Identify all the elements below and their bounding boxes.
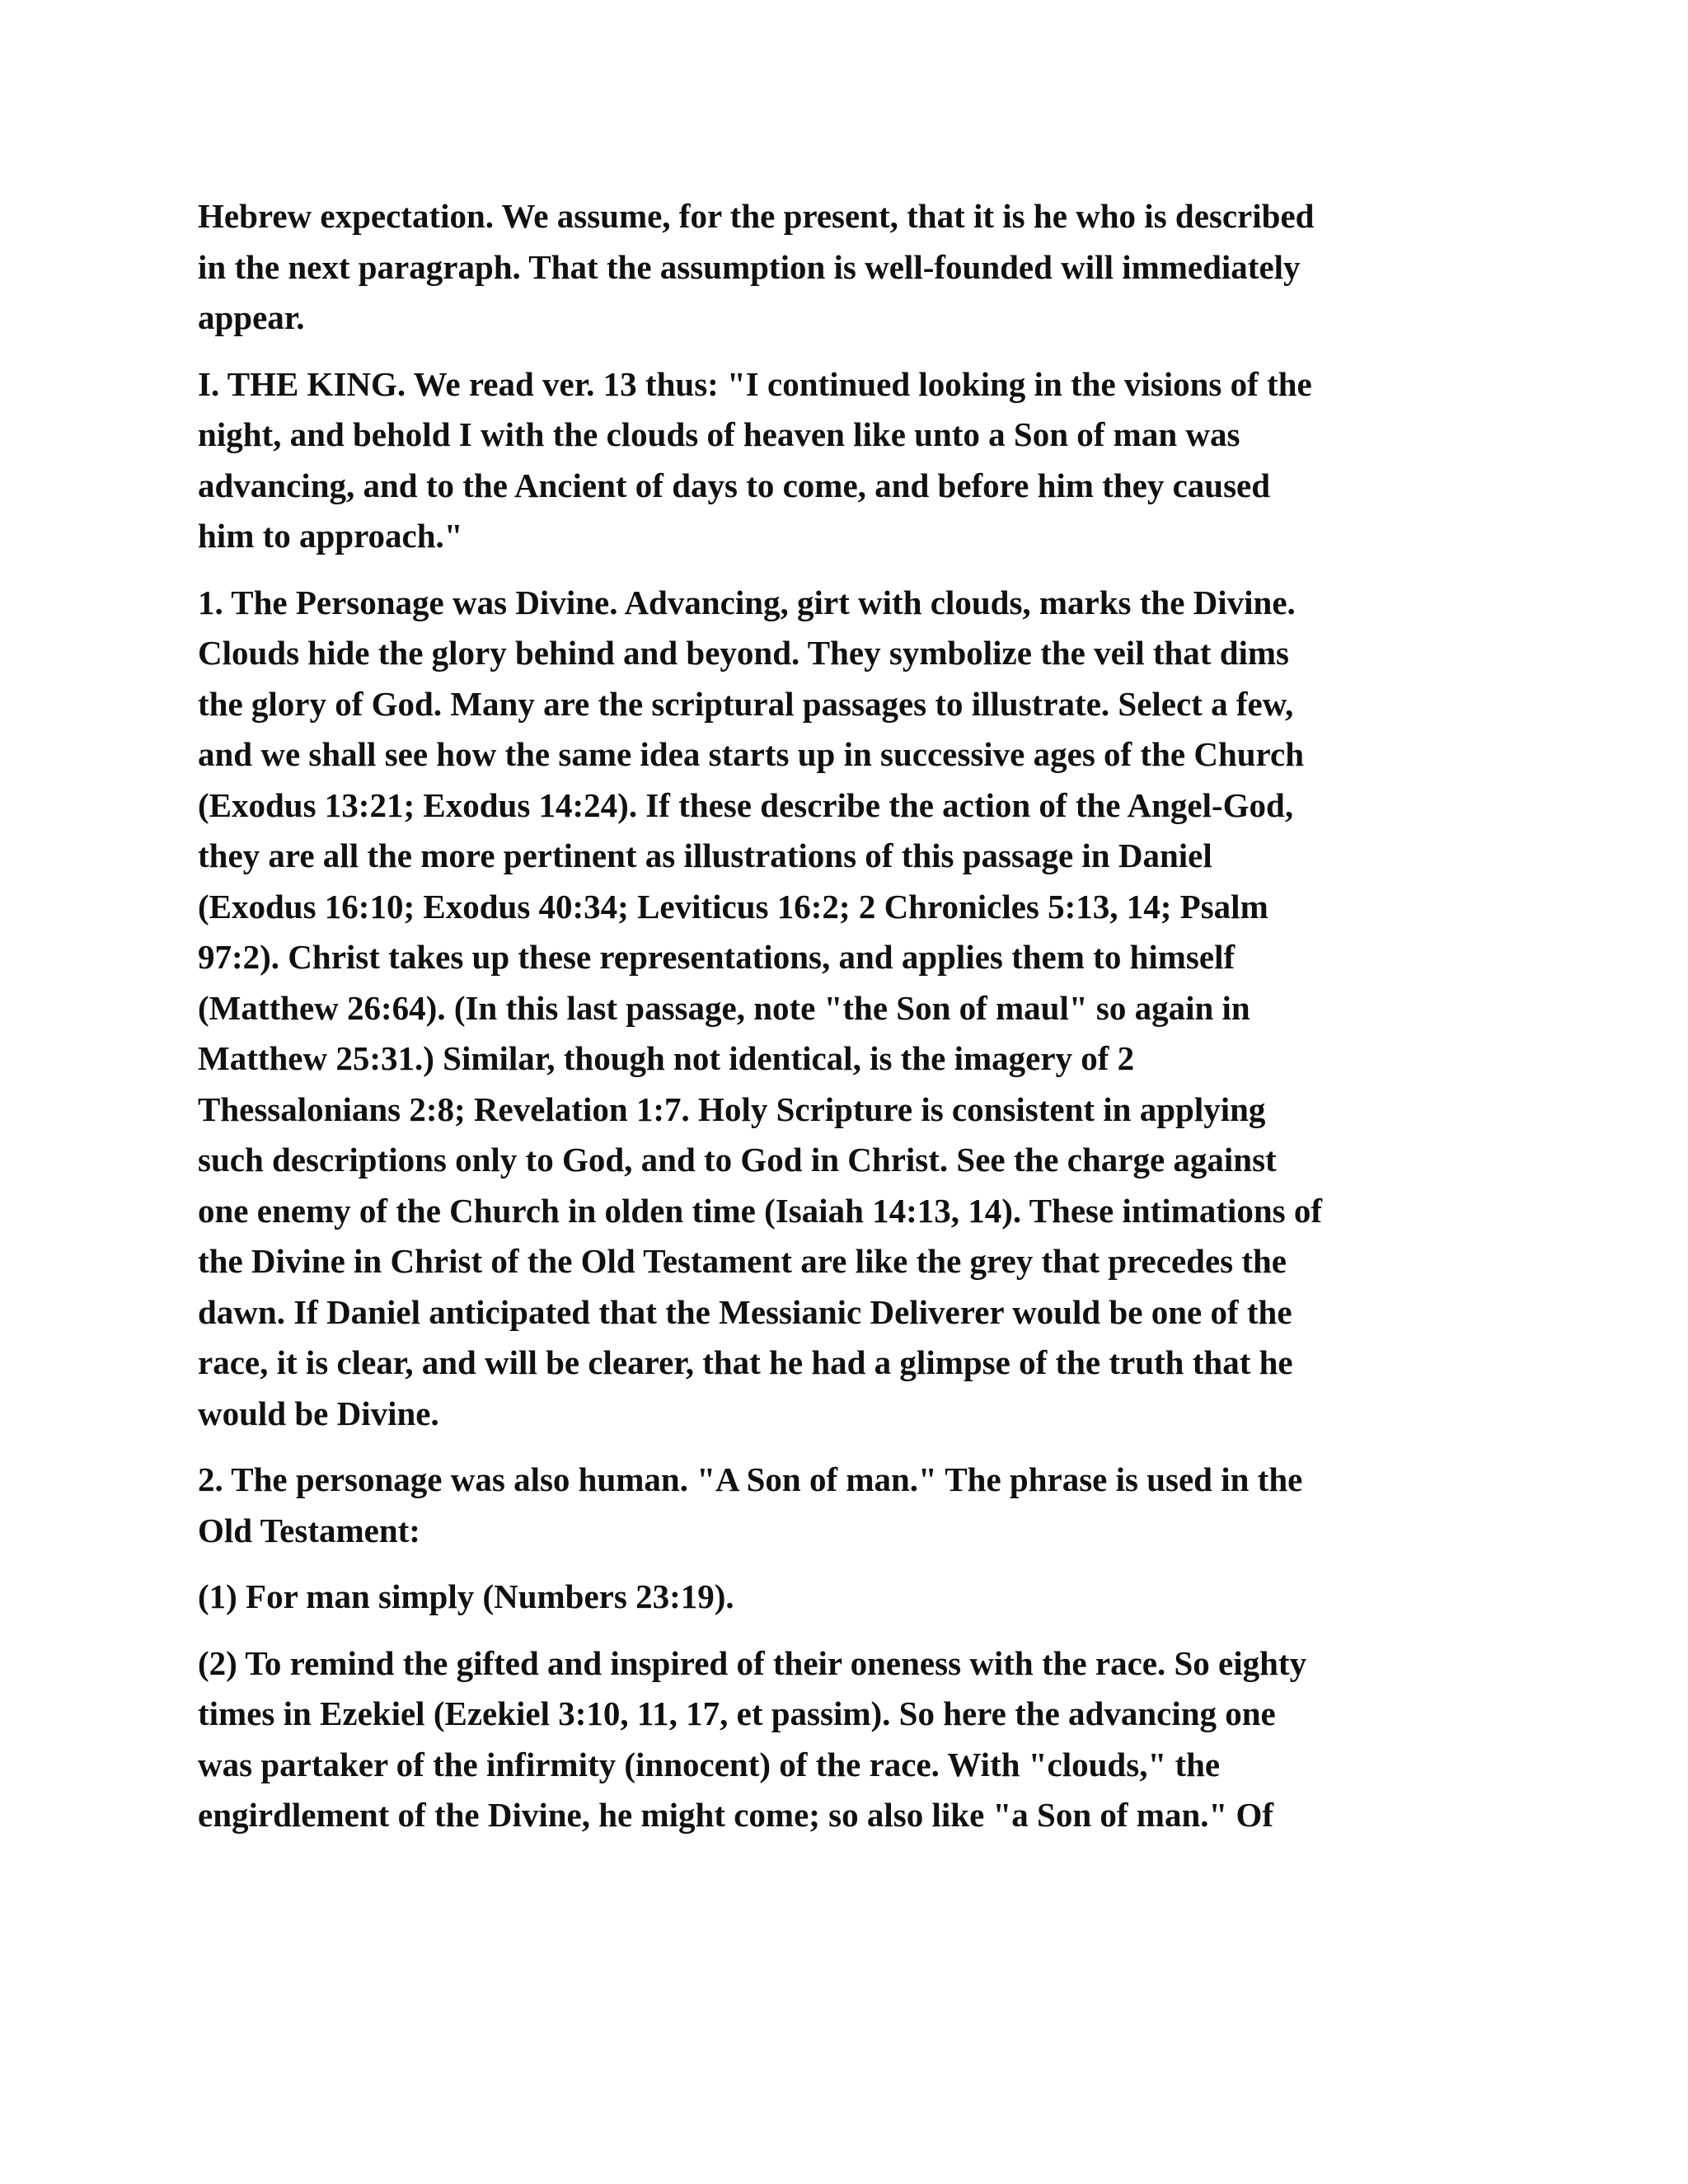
paragraph bbox=[198, 578, 1500, 1440]
text-line: such descriptions only to God, and to God in Christ. See the charge against bbox=[198, 1141, 1277, 1179]
document-body bbox=[198, 191, 1500, 1857]
text-line: 1. The Personage was Divine. Advancing, girt with clouds, marks the Divine. bbox=[198, 583, 1296, 621]
text-line: (Matthew 26:64). (In this last passage, note "the Son of maul" so again in bbox=[198, 988, 1250, 1027]
text-line: in the next paragraph. That the assumption is well-founded will immediately bbox=[198, 247, 1301, 286]
text-line: I. THE KING. We read ver. 13 thus: "I continued looking in the visions of the bbox=[198, 364, 1312, 403]
text-line: engirdlement of the Divine, he might come; so also like "a Son of man." Of bbox=[198, 1796, 1274, 1834]
text-line: Hebrew expectation. We assume, for the present, that it is he who is described bbox=[198, 197, 1315, 235]
text-line: the Divine in Christ of the Old Testament are like the grey that precedes the bbox=[198, 1242, 1287, 1280]
paragraph bbox=[198, 1455, 1500, 1556]
text-line: was partaker of the infirmity (innocent) of the race. With "clouds," the bbox=[198, 1745, 1221, 1783]
text-line: (2) To remind the gifted and inspired of their oneness with the race. So eighty bbox=[198, 1643, 1307, 1682]
paragraph bbox=[198, 1638, 1500, 1841]
text-line: night, and behold I with the clouds of heaven like unto a Son of man was bbox=[198, 415, 1240, 453]
text-line: appear. bbox=[198, 298, 305, 336]
text-line: Old Testament: bbox=[198, 1511, 420, 1549]
text-line: Matthew 25:31.) Similar, though not identical, is the imagery of 2 bbox=[198, 1039, 1135, 1077]
text-line: him to approach." bbox=[198, 517, 463, 555]
paragraph bbox=[198, 1572, 1500, 1623]
text-line: times in Ezekiel (Ezekiel 3:10, 11, 17, et passim). So here the advancing one bbox=[198, 1694, 1276, 1732]
text-line: the glory of God. Many are the scriptural passages to illustrate. Select a few, bbox=[198, 684, 1294, 723]
text-line: 97:2). Christ takes up these representations, and applies them to himself bbox=[198, 938, 1236, 976]
text-line: Thessalonians 2:8; Revelation 1:7. Holy Scripture is consistent in applying bbox=[198, 1090, 1266, 1128]
paragraph bbox=[198, 191, 1500, 344]
text-line: (1) For man simply (Numbers 23:19). bbox=[198, 1577, 734, 1615]
text-line: 2. The personage was also human. "A Son of man." The phrase is used in the bbox=[198, 1460, 1303, 1498]
text-line: race, it is clear, and will be clearer, that he had a glimpse of the truth that he bbox=[198, 1343, 1293, 1381]
text-line: would be Divine. bbox=[198, 1394, 439, 1432]
text-line: one enemy of the Church in olden time (Isaiah 14:13, 14). These intimations of bbox=[198, 1191, 1323, 1230]
text-line: they are all the more pertinent as illustrations of this passage in Daniel bbox=[198, 837, 1212, 874]
paragraph bbox=[198, 359, 1500, 562]
text-line: dawn. If Daniel anticipated that the Messianic Deliverer would be one of the bbox=[198, 1292, 1292, 1331]
text-line: (Exodus 13:21; Exodus 14:24). If these describe the action of the Angel-God, bbox=[198, 785, 1294, 824]
text-line: and we shall see how the same idea starts up in successive ages of the Church bbox=[198, 735, 1305, 773]
text-line: Clouds hide the glory behind and beyond. They symbolize the veil that dims bbox=[198, 634, 1289, 672]
text-line: (Exodus 16:10; Exodus 40:34; Leviticus 16:2; 2 Chronicles 5:13, 14; Psalm bbox=[198, 887, 1268, 926]
text-line: advancing, and to the Ancient of days to come, and before him they caused bbox=[198, 466, 1271, 504]
